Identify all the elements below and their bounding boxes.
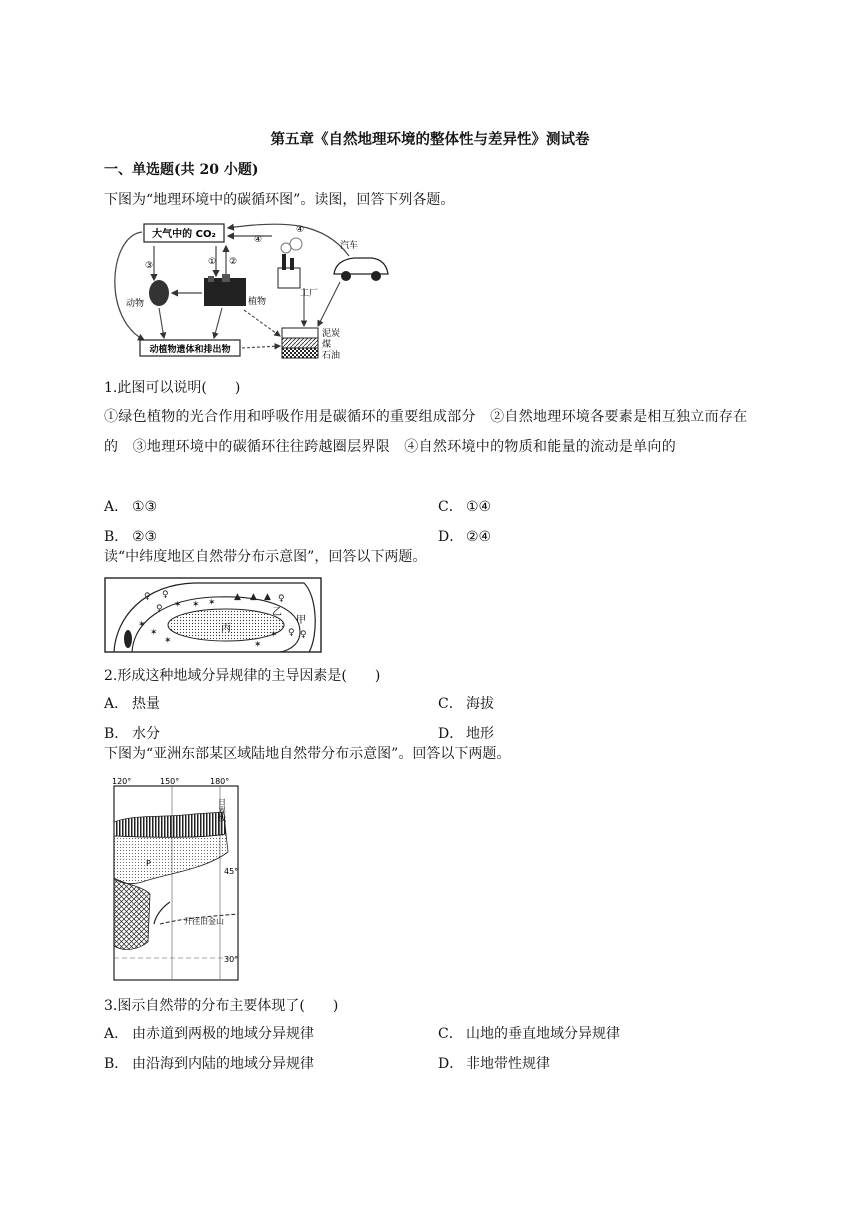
option-text: 海拔 bbox=[466, 696, 494, 712]
option-label: D． bbox=[438, 529, 464, 545]
q2-options-row2 bbox=[104, 722, 756, 746]
option-text: ②③ bbox=[132, 529, 158, 545]
svg-text:♀: ♀ bbox=[144, 592, 151, 602]
q3-option-b[interactable] bbox=[104, 1052, 314, 1076]
label-bing: 丙 bbox=[221, 623, 231, 634]
option-label: B． bbox=[104, 529, 129, 545]
coal-layer bbox=[282, 338, 318, 348]
coal-label: 煤 bbox=[322, 340, 332, 350]
q1-options-row1 bbox=[104, 495, 756, 519]
option-text: ②④ bbox=[466, 529, 492, 545]
option-text: 热量 bbox=[132, 696, 160, 712]
carbon-cycle-figure bbox=[104, 218, 394, 363]
num-3: ③ bbox=[145, 261, 154, 271]
lon-180: 180° bbox=[210, 777, 230, 786]
lat-45: 45° bbox=[224, 867, 239, 876]
option-label: B． bbox=[104, 726, 129, 742]
q2-option-b[interactable] bbox=[104, 722, 160, 746]
svg-text:✶: ✶ bbox=[174, 600, 182, 610]
factory-icon bbox=[278, 268, 300, 288]
option-text: 由赤道到两极的地域分异规律 bbox=[132, 1026, 314, 1042]
section-heading: 一、单选题(共 20 小题) bbox=[104, 162, 259, 178]
q2-option-a[interactable] bbox=[104, 692, 160, 716]
option-label: D． bbox=[438, 726, 464, 742]
svg-text:✶: ✶ bbox=[138, 620, 146, 630]
peat-layer bbox=[282, 328, 318, 338]
q3-intro: 下图为“亚洲东部某区域陆地自然带分布示意图”。回答以下两题。 bbox=[104, 746, 511, 762]
natural-zones-figure bbox=[104, 577, 322, 653]
option-label: A． bbox=[104, 499, 129, 515]
option-text: ①④ bbox=[466, 499, 492, 515]
svg-text:✶: ✶ bbox=[150, 628, 158, 638]
lon-150: 150° bbox=[160, 777, 180, 786]
svg-text:▲: ▲ bbox=[250, 592, 257, 602]
num-2: ② bbox=[229, 257, 238, 267]
dateline-label: 日界线 bbox=[217, 798, 227, 822]
q3-options-row1 bbox=[104, 1022, 756, 1046]
svg-text:♀: ♀ bbox=[162, 590, 169, 600]
lon-120: 120° bbox=[112, 777, 132, 786]
option-label: B． bbox=[104, 1056, 129, 1072]
label-yi: 乙 bbox=[272, 607, 282, 618]
svg-text:✶: ✶ bbox=[164, 636, 172, 646]
q3-stem: 3.图示自然带的分布主要体现了( ) bbox=[104, 998, 339, 1014]
option-label: C． bbox=[438, 499, 463, 515]
q2-intro: 读“中纬度地区自然带分布示意图”，回答以下两题。 bbox=[104, 549, 427, 565]
svg-text:▲: ▲ bbox=[264, 592, 271, 602]
lat-30: 30° bbox=[224, 955, 239, 964]
q1-option-c[interactable] bbox=[438, 495, 491, 519]
plant-icon bbox=[204, 278, 246, 306]
q3-option-c[interactable] bbox=[438, 1022, 620, 1046]
q3-option-a[interactable] bbox=[104, 1022, 314, 1046]
factory-label: 工厂 bbox=[300, 289, 319, 299]
remains-label: 动植物遗体和排出物 bbox=[149, 345, 231, 355]
q2-option-c[interactable] bbox=[438, 692, 494, 716]
q3-options-row2 bbox=[104, 1052, 756, 1076]
option-label: C． bbox=[438, 696, 463, 712]
label-jia: 甲 bbox=[296, 615, 306, 626]
svg-text:♀: ♀ bbox=[300, 630, 307, 640]
east-asia-map-figure bbox=[104, 774, 248, 984]
option-label: D． bbox=[438, 1056, 464, 1072]
option-text: 非地带性规律 bbox=[466, 1056, 550, 1072]
svg-text:♀: ♀ bbox=[278, 594, 285, 604]
svg-text:▲: ▲ bbox=[234, 592, 241, 602]
option-text: 地形 bbox=[466, 726, 494, 742]
svg-text:✶: ✶ bbox=[208, 598, 216, 608]
q1-intro: 下图为“地理环境中的碳循环图”。读图，回答下列各题。 bbox=[104, 192, 455, 208]
animal-label: 动物 bbox=[126, 299, 145, 309]
q1-option-b[interactable] bbox=[104, 525, 157, 549]
num-4b: ④ bbox=[296, 225, 305, 235]
label-p: P bbox=[146, 859, 151, 868]
animal-icon bbox=[149, 280, 169, 306]
svg-text:✶: ✶ bbox=[270, 630, 278, 640]
plant-label: 植物 bbox=[248, 297, 267, 307]
route-label: 开往旧金山 bbox=[184, 917, 224, 926]
svg-text:♀: ♀ bbox=[156, 604, 163, 614]
option-text: ①③ bbox=[132, 499, 158, 515]
option-text: 由沿海到内陆的地域分异规律 bbox=[132, 1056, 314, 1072]
peat-label: 泥炭 bbox=[322, 329, 341, 339]
num-1: ① bbox=[208, 257, 217, 267]
option-label: A． bbox=[104, 696, 129, 712]
q1-stem: 1.此图可以说明( ) bbox=[104, 380, 241, 396]
num-4a: ④ bbox=[254, 235, 263, 245]
co2-label: 大气中的 CO₂ bbox=[152, 229, 216, 240]
oil-label: 石油 bbox=[322, 351, 341, 361]
option-label: A． bbox=[104, 1026, 129, 1042]
q2-option-d[interactable] bbox=[438, 722, 494, 746]
car-label: 汽车 bbox=[340, 241, 359, 251]
svg-text:✶: ✶ bbox=[192, 600, 200, 610]
option-text: 水分 bbox=[132, 726, 160, 742]
q2-options-row1 bbox=[104, 692, 756, 716]
oil-layer bbox=[282, 348, 318, 358]
document-title: 第五章《自然地理环境的整体性与差异性》测试卷 bbox=[270, 131, 590, 148]
q2-stem: 2.形成这种地域分异规律的主导因素是( ) bbox=[104, 668, 381, 684]
q1-option-a[interactable] bbox=[104, 495, 157, 519]
option-label: C． bbox=[438, 1026, 463, 1042]
q1-options-row2 bbox=[104, 525, 756, 549]
q1-body: ①绿色植物的光合作用和呼吸作用是碳循环的重要组成部分 ②自然地理环境各要素是相互独立而存在的 ③地理环境中的碳循环往往跨越圈层界限 ④自然环境中的物质和能量的流动是单向的 bbox=[104, 409, 748, 455]
car-icon bbox=[334, 258, 388, 274]
q3-option-d[interactable] bbox=[438, 1052, 550, 1076]
svg-text:♀: ♀ bbox=[288, 628, 295, 638]
option-text: 山地的垂直地域分异规律 bbox=[466, 1026, 620, 1042]
q1-option-d[interactable] bbox=[438, 525, 491, 549]
svg-text:✶: ✶ bbox=[254, 640, 262, 650]
